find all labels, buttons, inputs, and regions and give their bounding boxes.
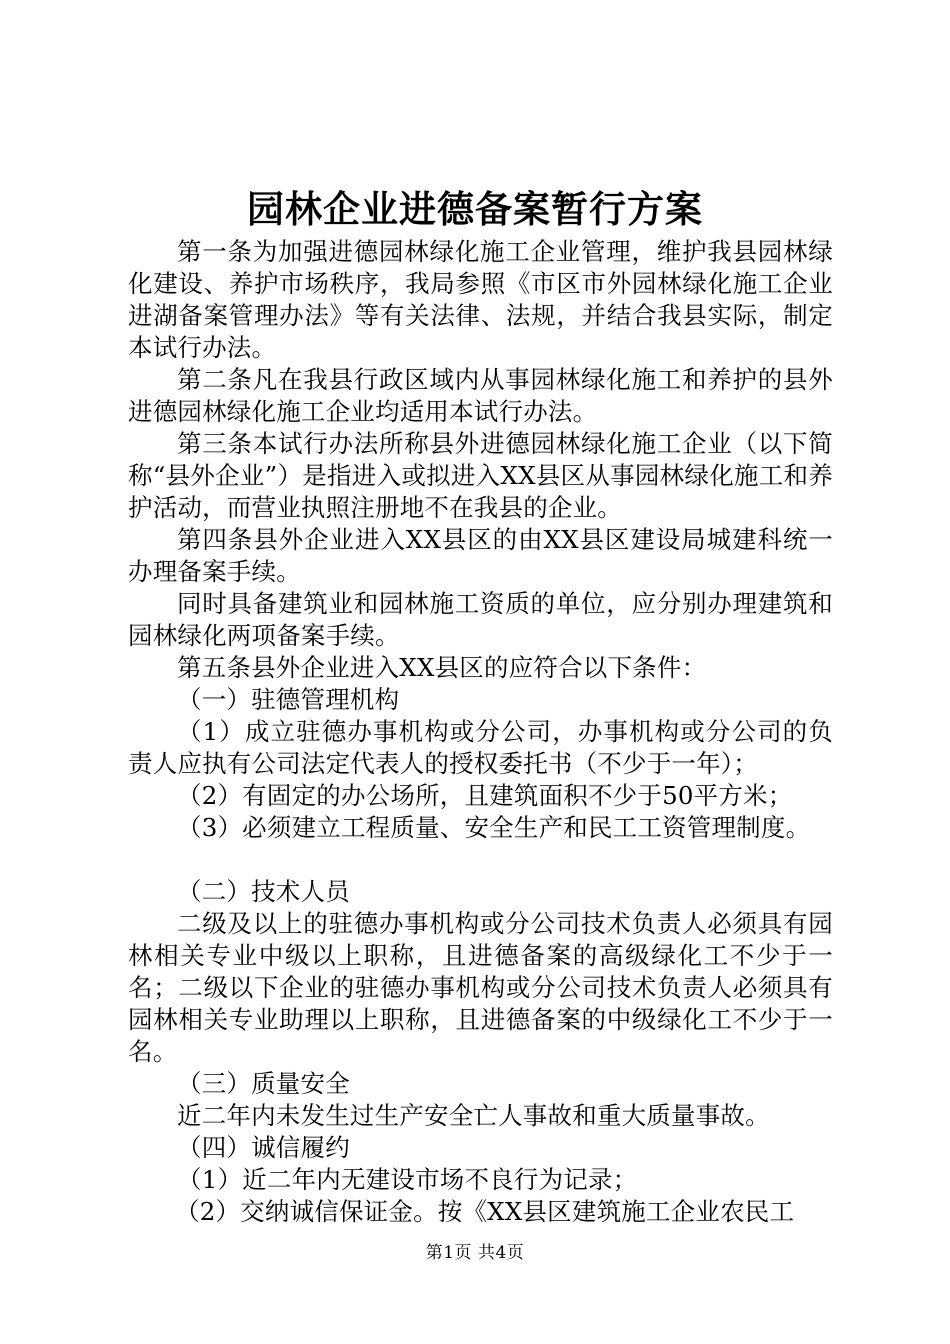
- section-4-item-2: （2）交纳诚信保证金。按《XX县区建筑施工企业农民工: [175, 1197, 795, 1226]
- document-body: [128, 236, 833, 1228]
- section-2-paragraph: 二级及以上的驻德办事机构或分公司技术负责人必须具有园林相关专业中级以上职称，且进德备案的高级绿化工不少于一名；二级以下企业的驻德办事机构或分公司技术负责人必须具有园林相关专业助理以上职称，且进德备案的中级绿化工不少于一名。: [128, 909, 833, 1066]
- section-2-heading: （二）技术人员: [177, 877, 350, 906]
- dual-qualification-paragraph: 同时具备建筑业和园林施工资质的单位，应分别办理建筑和园林绿化两项备案手续。: [128, 589, 833, 650]
- section-4-heading: （四）诚信履约: [177, 1133, 350, 1162]
- section-1-item-2: （2）有固定的办公场所，且建筑面积不少于50平方米；: [177, 781, 793, 810]
- section-3-paragraph: 近二年内未发生过生产安全亡人事故和重大质量事故。: [177, 1101, 770, 1130]
- section-1-heading: （一）驻德管理机构: [177, 685, 400, 714]
- page-footer: 第1页 共4页: [425, 1243, 525, 1263]
- document-title: 园林企业进德备案暂行方案: [247, 187, 703, 231]
- article-5-paragraph: 第五条县外企业进入XX县区的应符合以下条件：: [177, 653, 707, 682]
- section-1-item-3: （3）必须建立工程质量、安全生产和民工工资管理制度。: [177, 813, 811, 842]
- article-4-paragraph: 第四条县外企业进入XX县区的由XX县区建设局城建科统一办理备案手续。: [128, 525, 833, 586]
- article-3-paragraph: 第三条本试行办法所称县外进德园林绿化施工企业（以下简称“县外企业”）是指进入或拟进入XX县区从事园林绿化施工和养护活动，而营业执照注册地不在我县的企业。: [128, 429, 833, 522]
- section-3-heading: （三）质量安全: [177, 1069, 350, 1098]
- section-1-item-1: （1）成立驻德办事机构或分公司，办事机构或分公司的负责人应执有公司法定代表人的授权委托书（不少于一年）；: [128, 717, 833, 778]
- article-2-paragraph: 第二条凡在我县行政区域内从事园林绿化施工和养护的县外进德园林绿化施工企业均适用本试行办法。: [128, 365, 833, 426]
- section-4-item-1: （1）近二年内无建设市场不良行为记录；: [177, 1165, 638, 1194]
- article-1-paragraph: 第一条为加强进德园林绿化施工企业管理，维护我县园林绿化建设、养护市场秩序，我局参照《市区市外园林绿化施工企业进湖备案管理办法》等有关法律、法规，并结合我县实际，制定本试行办法。: [128, 237, 833, 362]
